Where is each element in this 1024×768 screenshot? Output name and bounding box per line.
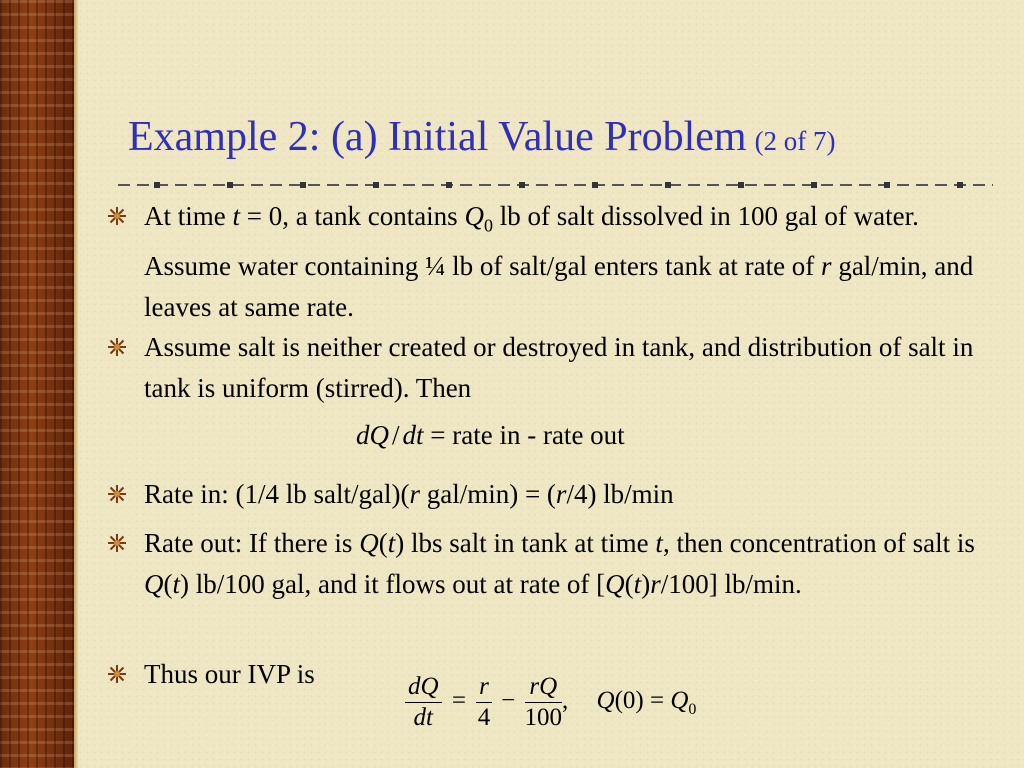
bullet-3-text: Rate in: (1/4 lb salt/gal)(r gal/min) = (r/4) lb/min (144, 479, 674, 509)
title-divider (118, 176, 993, 194)
initial-condition: $Q(0) = Q_0$ (596, 687, 697, 719)
starburst-bullet-icon (107, 206, 127, 226)
rate-balance-equation: dQ / dt = rate in - rate out (356, 420, 625, 450)
bullet-1-text: At time t = 0, a tank contains $Q_0$ lb of salt dissolved in 100 gal of water. Assume water containing ¼ lb of salt/gal enters tank at rate of r gal/min, and leaves at same rate. (144, 201, 974, 323)
starburst-bullet-icon (107, 337, 127, 357)
fraction-rq-100: $\frac{rQ}{100}$ (524, 673, 563, 731)
slide-counter: (2 of 7) (754, 126, 836, 156)
decorative-sidebar (0, 0, 78, 768)
bullet-4-text: Rate out: If there is Q(t) lbs salt in tank at time t, then concentration of salt is Q(t) lb/100 gal, and it flows out at rate of [Q(t)r/100] lb/min. (144, 528, 975, 599)
slide-title-text: Example 2: (a) Initial Value Problem (128, 114, 747, 160)
fraction-r-4: $\frac{r}{4}$ (477, 673, 491, 731)
ivp-equation: $\frac{dQ}{dt}$ = $\frac{r}{4}$ − $\frac{rQ}{100}$ , $Q(0) = Q_0$ (405, 672, 696, 733)
slide-title (128, 113, 836, 161)
starburst-bullet-icon (107, 533, 127, 553)
bullet-2-text: Assume salt is neither created or destroyed in tank, and distribution of salt in tank is uniform (stirred). Then (144, 332, 974, 403)
fraction-dq-dt: $\frac{dQ}{dt}$ (405, 672, 442, 733)
starburst-bullet-icon (107, 664, 127, 684)
starburst-bullet-icon (107, 484, 127, 504)
bullet-5-text: Thus our IVP is (144, 659, 315, 689)
